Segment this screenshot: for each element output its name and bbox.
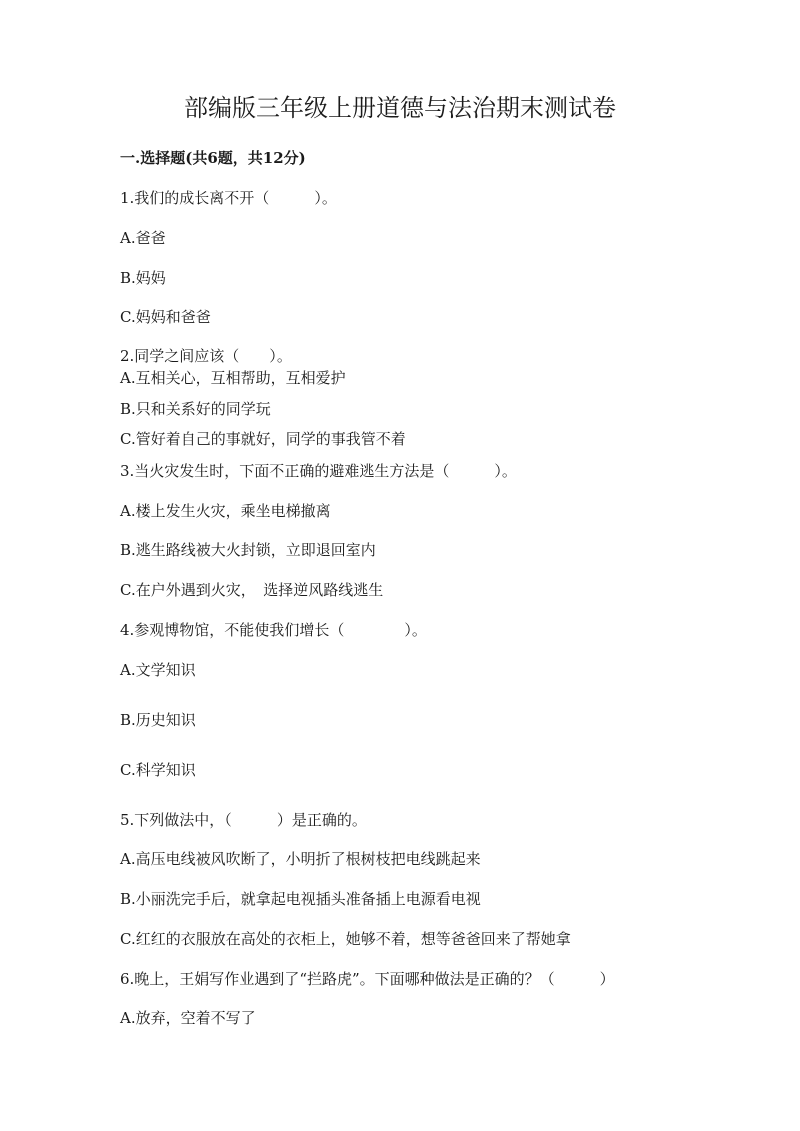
question-2-option-b: B.只和关系好的同学玩 bbox=[120, 400, 271, 418]
question-5-option-a: A.高压电线被风吹断了，小明折了根树枝把电线跳起来 bbox=[120, 850, 481, 868]
question-4-option-c: C.科学知识 bbox=[120, 761, 196, 779]
question-2-stem: 2.同学之间应该（ ）。 bbox=[120, 347, 292, 365]
question-1-stem: 1.我们的成长离不开（ ）。 bbox=[120, 189, 337, 207]
question-3-option-b: B.逃生路线被大火封锁，立即退回室内 bbox=[120, 541, 376, 559]
question-3-option-c: C.在户外遇到火灾， 选择逆风路线逃生 bbox=[120, 581, 384, 599]
question-4-stem: 4.参观博物馆，不能使我们增长（ ）。 bbox=[120, 621, 427, 639]
question-3-stem: 3.当火灾发生时，下面不正确的避难逃生方法是（ ）。 bbox=[120, 462, 517, 480]
question-1-option-a: A.爸爸 bbox=[120, 229, 166, 247]
question-4-option-a: A.文学知识 bbox=[120, 661, 196, 679]
question-1-option-c: C.妈妈和爸爸 bbox=[120, 308, 211, 326]
question-6-option-a: A.放弃，空着不写了 bbox=[120, 1009, 256, 1027]
question-4-option-b: B.历史知识 bbox=[120, 711, 196, 729]
page-title: 部编版三年级上册道德与法治期末测试卷 bbox=[184, 94, 616, 122]
question-3-option-a: A.楼上发生火灾，乘坐电梯撤离 bbox=[120, 502, 331, 520]
question-2-option-c: C.管好着自己的事就好，同学的事我管不着 bbox=[120, 430, 406, 448]
question-2-option-a: A.互相关心，互相帮助，互相爱护 bbox=[120, 369, 346, 387]
question-5-stem: 5.下列做法中，（ ）是正确的。 bbox=[120, 811, 367, 829]
question-6-stem: 6.晚上，王娟写作业遇到了“拦路虎”。下面哪种做法是正确的？（ ） bbox=[120, 970, 615, 988]
question-5-option-b: B.小丽洗完手后，就拿起电视插头准备插上电源看电视 bbox=[120, 890, 481, 908]
question-1-option-b: B.妈妈 bbox=[120, 269, 166, 287]
section-heading: 一.选择题(共6题，共12分) bbox=[120, 149, 306, 167]
question-5-option-c: C.红红的衣服放在高处的衣柜上，她够不着，想等爸爸回来了帮她拿 bbox=[120, 930, 571, 948]
